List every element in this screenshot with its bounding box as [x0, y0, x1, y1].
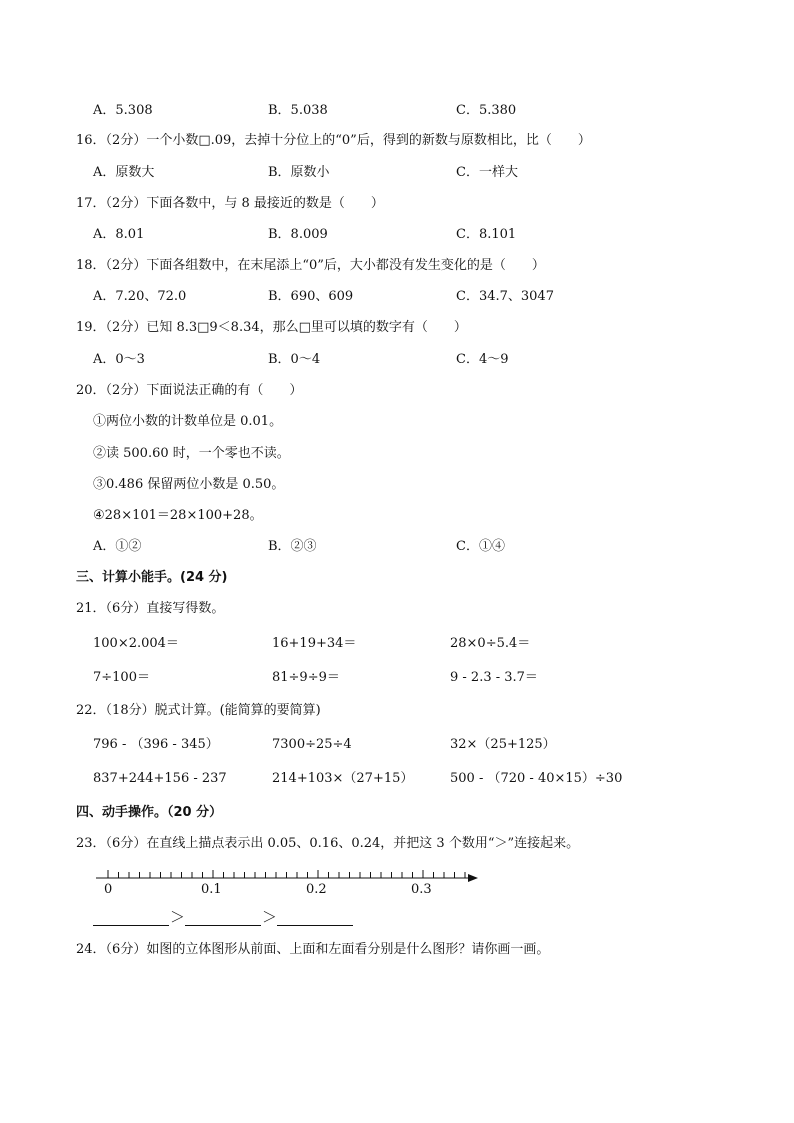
greater-than-sign: ＞: [170, 908, 186, 926]
number-line-label-0.3: 0.3: [411, 882, 432, 897]
option-b: B．8.009: [268, 227, 328, 242]
q24-stem: 24．（6分）如图的立体图形从前面、上面和左面看分别是什么图形？请你画一画。: [76, 942, 550, 957]
expression: 214+103×（27+15）: [272, 771, 414, 786]
q18-stem: 18．（2分）下面各组数中，在末尾添上“0”后，大小都没有发生变化的是（ ）: [76, 258, 545, 273]
number-line-label-0.1: 0.1: [201, 882, 222, 897]
option-a: A．7.20、72.0: [93, 289, 187, 304]
number-line-label-0.2: 0.2: [306, 882, 327, 897]
section-4-heading: 四、动手操作。（20 分）: [76, 805, 223, 820]
q16-options: [0, 165, 794, 181]
q22-stem: 22．（18分）脱式计算。(能简算的要简算): [76, 703, 321, 718]
expression: 100×2.004＝: [93, 636, 179, 651]
option-c: C．5.380: [456, 103, 517, 118]
q15-options: [0, 103, 794, 119]
expression: 500 - （720 - 40×15）÷30: [450, 771, 623, 786]
arrow-head-icon: [468, 874, 478, 882]
option-c: C．34.7、3047: [456, 289, 554, 304]
expression: 7÷100＝: [93, 670, 150, 685]
option-c: C．8.101: [456, 227, 517, 242]
option-a: A．8.01: [93, 227, 145, 242]
q19-options: [0, 352, 794, 368]
number-line-label-0: 0: [104, 882, 113, 897]
greater-than-sign: ＞: [262, 908, 278, 926]
q21-stem: 21．（6分）直接写得数。: [76, 601, 225, 616]
option-b: B．690、609: [268, 289, 354, 304]
expression: 796 - （396 - 345）: [93, 737, 219, 752]
answer-blank-1[interactable]: [93, 924, 169, 926]
option-b: B．0～4: [268, 352, 321, 367]
option-c: C．①④: [456, 539, 505, 554]
q17-options: [0, 227, 794, 243]
expression: 81÷9÷9＝: [272, 670, 340, 685]
option-c: C．一样大: [456, 165, 518, 180]
q21-row-1: [0, 636, 794, 652]
expression: 837+244+156 - 237: [93, 771, 227, 786]
q17-stem: 17．（2分）下面各数中，与 8 最接近的数是（ ）: [76, 196, 384, 211]
answer-blank-2[interactable]: [185, 924, 261, 926]
q20-statement-2: ②读 500.60 时，一个零也不读。: [93, 446, 290, 461]
q19-stem: 19．（2分）已知 8.3□9＜8.34，那么□里可以填的数字有（ ）: [76, 320, 467, 335]
q22-row-1: [0, 737, 794, 753]
option-a: A．①②: [93, 539, 142, 554]
expression: 32×（25+125）: [450, 737, 556, 752]
q23-stem: 23．（6分）在直线上描点表示出 0.05、0.16、0.24，并把这 3 个数用“＞”连接起来。: [76, 836, 580, 851]
option-a: A．原数大: [93, 165, 155, 180]
expression: 9 - 2.3 - 3.7＝: [450, 670, 538, 685]
option-a: A．0～3: [93, 352, 145, 367]
q20-statement-1: ①两位小数的计数单位是 0.01。: [93, 414, 283, 429]
option-b: B．5.038: [268, 103, 328, 118]
option-a: A．5.308: [93, 103, 153, 118]
expression: 28×0÷5.4＝: [450, 636, 531, 651]
q20-statement-4: ④28×101＝28×100+28。: [93, 508, 263, 523]
q16-stem: 16．（2分）一个小数□.09，去掉十分位上的“0”后，得到的新数与原数相比，比（ ）: [76, 133, 591, 148]
q20-options: [0, 539, 794, 555]
q20-statement-3: ③0.486 保留两位小数是 0.50。: [93, 477, 285, 492]
section-3-heading: 三、计算小能手。(24 分): [76, 570, 228, 585]
expression: 16+19+34＝: [272, 636, 357, 651]
answer-blank-3[interactable]: [277, 924, 353, 926]
option-c: C．4～9: [456, 352, 509, 367]
q18-options: [0, 289, 794, 305]
q22-row-2: [0, 771, 794, 787]
expression: 7300÷25÷4: [272, 737, 352, 752]
q20-stem: 20．（2分）下面说法正确的有（ ）: [76, 383, 303, 398]
q21-row-2: [0, 670, 794, 686]
option-b: B．②③: [268, 539, 317, 554]
option-b: B．原数小: [268, 165, 330, 180]
